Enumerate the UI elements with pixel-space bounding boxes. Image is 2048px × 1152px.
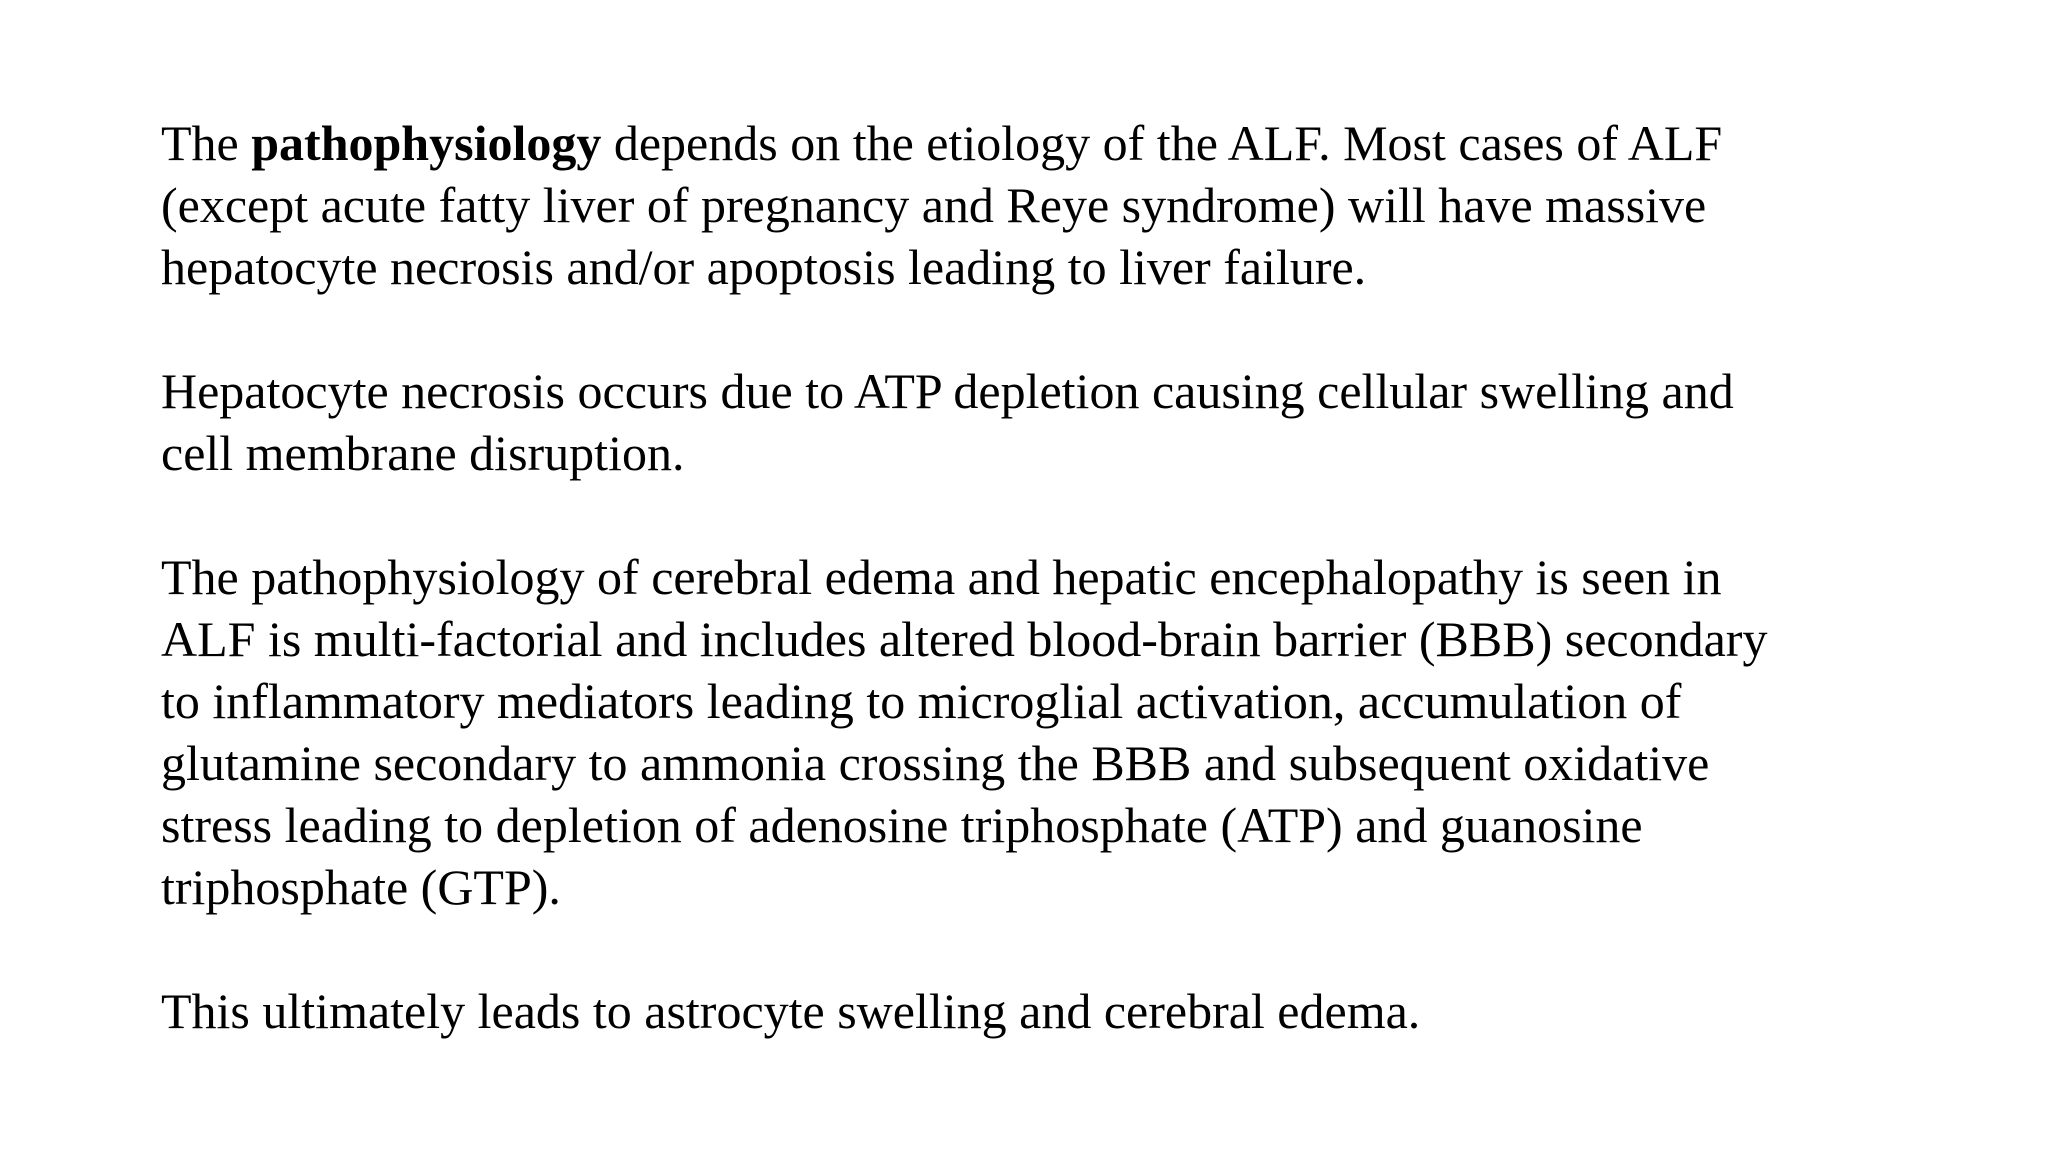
text-run: The [161,115,252,171]
text-line: stress leading to depletion of adenosine triphosphate (ATP) and guanosine [161,797,1643,853]
text-line: triphosphate (GTP). [161,859,561,915]
text-line: This ultimately leads to astrocyte swelling and cerebral edema. [161,983,1421,1039]
paragraph-hepatocyte-necrosis [161,360,1961,484]
paragraph-astrocyte-swelling [161,980,1961,1042]
text-line: to inflammatory mediators leading to microglial activation, accumulation of [161,673,1682,729]
text-line: cell membrane disruption. [161,425,685,481]
text-line: glutamine secondary to ammonia crossing the BBB and subsequent oxidative [161,735,1710,791]
text-line: Hepatocyte necrosis occurs due to ATP depletion causing cellular swelling and [161,363,1734,419]
bold-term-pathophysiology: pathophysiology [251,115,602,171]
text-run: depends on the etiology of the ALF. Most cases of ALF [601,115,1723,171]
text-line: The pathophysiology of cerebral edema and hepatic encephalopathy is seen in [161,549,1722,605]
text-line: (except acute fatty liver of pregnancy and Reye syndrome) will have massive [161,177,1707,233]
text-line: hepatocyte necrosis and/or apoptosis leading to liver failure. [161,239,1367,295]
text-line [161,112,1961,174]
paragraph-pathophysiology-intro [161,112,1961,298]
text-line: ALF is multi-factorial and includes altered blood-brain barrier (BBB) secondary [161,611,1768,667]
slide-body-text [161,112,1961,1042]
paragraph-cerebral-edema [161,546,1961,918]
